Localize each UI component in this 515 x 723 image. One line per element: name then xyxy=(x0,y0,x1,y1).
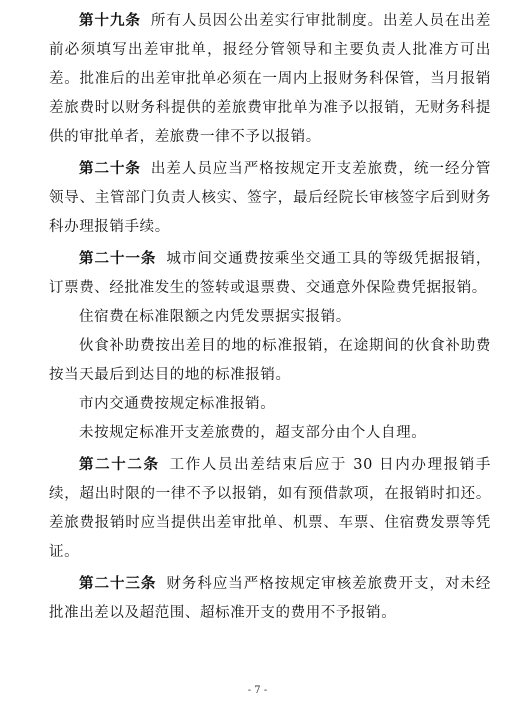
local-transport-paragraph xyxy=(49,390,491,419)
article-21-paragraph xyxy=(49,244,491,303)
article-text: 所有人员因公出差实行审批制度。出差人员在出差前必须填写出差审批单，报经分管领导和主要负责人批准方可出差。批准后的出差审批单必须在一周内上报财务科保管，当月报销差旅费时以财务科提供的差旅费审批单为准予以报销，无财务科提供的审批单者，差旅费一律不予以报销。 xyxy=(49,13,491,145)
article-number: 第二十三条 xyxy=(79,575,157,592)
article-number: 第二十二条 xyxy=(79,456,160,473)
article-23-paragraph xyxy=(49,569,491,628)
paragraph-text: 未按规定标准开支差旅费的，超支部分由个人自理。 xyxy=(79,425,427,441)
article-text: 城市间交通费按乘坐交通工具的等级凭据报销，订票费、经批准发生的签转或退票费、交通意外保险费凭据报销。 xyxy=(49,251,492,296)
paragraph-text: 住宿费在标准限额之内凭发票据实报销。 xyxy=(79,309,351,325)
overspend-paragraph xyxy=(49,419,491,448)
article-19-paragraph xyxy=(49,6,491,152)
article-number: 第二十一条 xyxy=(79,250,157,267)
article-20-paragraph xyxy=(49,154,491,242)
article-text: 出差人员应当严格按规定开支差旅费，统一经分管领导、主管部门负责人核实、签字，最后经院长审核签字后到财务科办理报销手续。 xyxy=(49,161,491,235)
article-text: 财务科应当严格按规定审核差旅费开支，对未经批准出差以及超范围、超标准开支的费用不予报销。 xyxy=(49,576,492,621)
page-number: - 7 - xyxy=(247,685,268,696)
lodging-paragraph xyxy=(49,303,491,332)
article-number: 第十九条 xyxy=(79,12,141,29)
paragraph-text: 市内交通费按规定标准报销。 xyxy=(79,396,276,412)
article-number: 第二十条 xyxy=(79,160,141,177)
article-text: 工作人员出差结束后应于 30 日内办理报销手续，超出时限的一律不予以报销，如有预借款项，在报销时扣还。差旅费报销时应当提供出差审批单、机票、车票、住宿费发票等凭证。 xyxy=(49,457,492,560)
article-22-paragraph xyxy=(49,450,491,567)
meal-allowance-paragraph xyxy=(49,332,491,390)
paragraph-text: 伙食补助费按出差目的地的标准报销，在途期间的伙食补助费按当天最后到达目的地的标准报销。 xyxy=(49,338,491,383)
